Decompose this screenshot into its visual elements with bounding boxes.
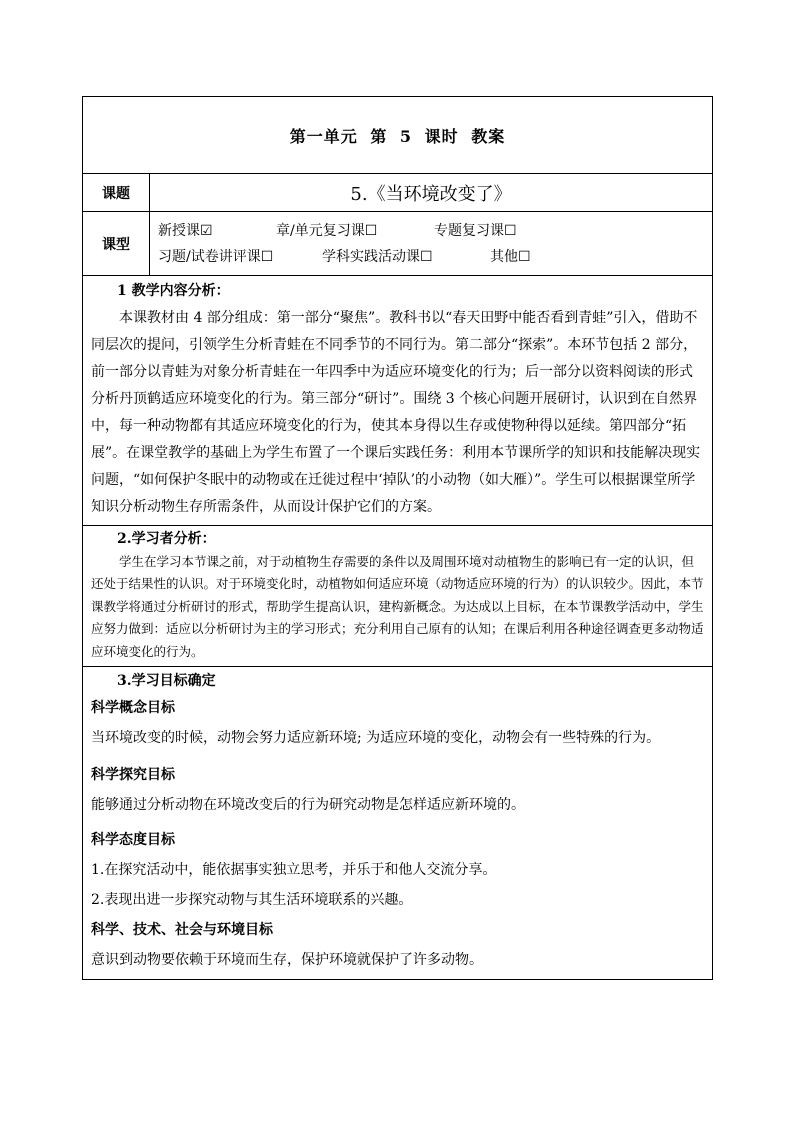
lesson-type-line-2 [158, 244, 704, 270]
learner-analysis-section [82, 526, 713, 667]
objectives-section [82, 667, 713, 980]
option-topic-review[interactable]: 专题复习课☐ [434, 223, 517, 239]
lesson-plan-table [82, 96, 713, 980]
stse-objective-title: 科学、技术、社会与环境目标 [91, 922, 273, 938]
content-analysis-section [82, 276, 713, 526]
stse-objective-text: 意识到动物要依赖于环境而生存，保护环境就保护了许多动物。 [91, 952, 483, 968]
lesson-type-row [82, 212, 713, 276]
inquiry-objective-title: 科学探究目标 [91, 767, 175, 783]
title-row [82, 96, 713, 174]
concept-objective-text: 当环境改变的时候，动物会努力适应新环境; 为适应环境的变化，动物会有一些特殊的行为。 [91, 730, 661, 746]
lesson-type-line-1 [158, 218, 704, 244]
content-analysis-heading: 1 教学内容分析： [117, 283, 230, 299]
lesson-label: 课题 [83, 174, 150, 211]
attitude-objective-title: 科学态度目标 [91, 832, 175, 848]
inquiry-objective-text: 能够通过分析动物在环境改变后的行为研究动物是怎样适应新环境的。 [91, 797, 525, 813]
lesson-type-label: 课型 [83, 212, 150, 275]
option-exercise-review[interactable]: 习题/试卷讲评课☐ [158, 249, 274, 265]
attitude-objective-item-1: 1.在探究活动中，能依据事实独立思考，并乐于和他人交流分享。 [91, 862, 497, 878]
option-practice-activity[interactable]: 学科实践活动课☐ [322, 249, 433, 265]
option-unit-review[interactable]: 章/单元复习课☐ [276, 223, 378, 239]
concept-objective-title: 科学概念目标 [91, 700, 175, 716]
learner-analysis-text: 学生在学习本节课之前，对于动植物生存需要的条件以及周围环境对动植物生的影响已有一定的认识，但还处于结果性的认识。对于环境变化时，动植物如何适应环境（动物适应环境的行为）的认识较少。因此，本节课教学将通过分析研讨的形式，帮助学生提高认识，建构新概念。为达成以上目标，在本节课教学活动中，学生应努力做到：适应以分析研讨为主的学习形式；充分利用自己原有的认知；在课后利用各种途径调查更多动物适应环境变化的行为。 [91, 553, 704, 659]
option-new-lesson[interactable]: 新授课☑ [158, 223, 213, 239]
page-title: 第一单元 第 5 课时 教案 [289, 126, 506, 146]
lesson-type-options [150, 212, 712, 275]
learner-analysis-heading: 2.学习者分析： [117, 531, 216, 547]
attitude-objective-item-2: 2.表现出进一步探究动物与其生活环境联系的兴趣。 [91, 892, 413, 908]
option-other[interactable]: 其他☐ [490, 249, 531, 265]
objectives-heading: 3.学习目标确定 [117, 673, 216, 689]
lesson-title: 5.《当环境改变了》 [350, 183, 512, 205]
lesson-row [82, 174, 713, 212]
content-analysis-text: 本课教材由 4 部分组成：第一部分“聚焦”。教科书以“春天田野中能否看到青蛙”引入，借助不同层次的提问，引领学生分析青蛙在不同季节的不同行为。第二部分“探索”。本环节包括 2 部分，前一部分以青蛙为对象分析青蛙在一年四季中为适应环境变化的行为；后一部分以资料阅读的形式分析丹顶鹤适应环境变化的行为。第三部分“研讨”。围绕 3 个核心问题开展研讨，认识到在自然界中，每一种动物都有其适应环境变化的行为，使其本身得以生存或使物种得以延续。第四部分“拓展”。在课堂教学的基础上为学生布置了一个课后实践任务：利用本节课所学的知识和技能解决现实问题，“如何保护冬眠中的动物或在迁徙过程中‘掉队’的小动物（如大雁）”。学生可以根据课堂所学知识分析动物生存所需条件，从而设计保护它们的方案。 [91, 310, 701, 515]
